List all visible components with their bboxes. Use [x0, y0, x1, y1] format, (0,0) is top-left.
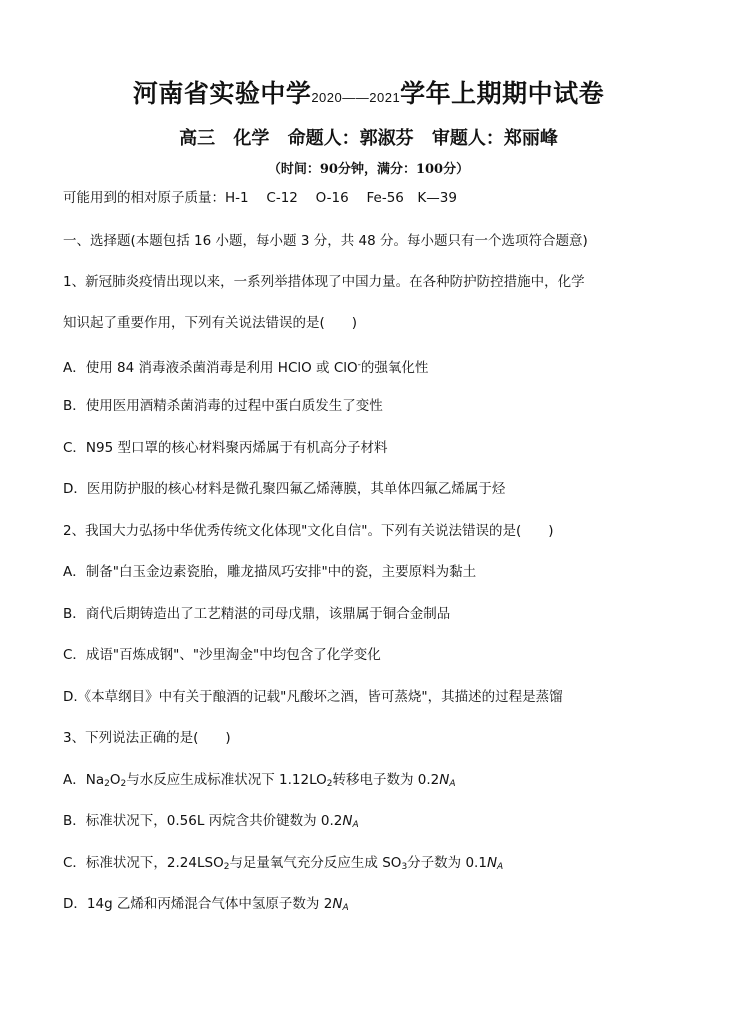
section-heading: 一、选择题(本题包括 16 小题，每小题 3 分，共 48 分。每小题只有一个选项符合题意) [63, 233, 588, 249]
exam-subtitle [0, 124, 737, 150]
q3-option-b: B．标准状况下，0.56L 丙烷含共价键数为 $0.2N_A$ [63, 813, 359, 830]
q2-option-c: C．成语"百炼成钢"、"沙里淘金"中均包含了化学变化 [63, 647, 381, 663]
atomic-masses: 可能用到的相对原子质量：H-1 C-12 O-16 Fe-56 K—39 [63, 190, 457, 206]
q2-stem: 2、我国大力弘扬中华优秀传统文化体现"文化自信"。下列有关说法错误的是( ) [63, 523, 554, 539]
q3-option-a: A．$Na_2O_2$与水反应生成标准状况下 $1.12LO_2$转移电子数为 $0.2N_A$ [63, 772, 456, 789]
title-year: 2020——2021 [311, 90, 401, 105]
q3-option-d: D．14g 乙烯和丙烯混合气体中氢原子数为 $2N_A$ [63, 896, 349, 913]
q2-option-a: A．制备"白玉金边素瓷胎，雕龙描凤巧安排"中的瓷，主要原料为黏土 [63, 564, 477, 580]
q1-stem-line2: 知识起了重要作用，下列有关说法错误的是( ) [63, 315, 358, 331]
q3-stem: 3、下列说法正确的是( ) [63, 730, 231, 746]
title-school: 河南省实验中学 [132, 79, 312, 108]
q1-option-a: A．使用 84 消毒液杀菌消毒是利用 HClO 或 ClO-的强氧化性 [63, 360, 429, 376]
title-term: 学年上期期中试卷 [400, 79, 605, 108]
reviewer-label: 审题人：郑丽峰 [431, 128, 558, 149]
q3-option-c: C．标准状况下，$2.24LSO_2$与足量氧气充分反应生成 $SO_3$分子数为 $0.1N_A$ [63, 855, 504, 872]
time-info: （时间：90分钟，满分：100分） [267, 162, 470, 177]
author-label: 命题人：郭淑芬 [287, 128, 414, 149]
q1-option-b: B．使用医用酒精杀菌消毒的过程中蛋白质发生了变性 [63, 398, 383, 414]
q2-option-d: D.《本草纲目》中有关于酿酒的记载"凡酸坏之酒，皆可蒸烧"，其描述的过程是蒸馏 [63, 689, 563, 705]
q1-stem-line1: 1、新冠肺炎疫情出现以来，一系列举措体现了中国力量。在各种防护防控措施中，化学 [63, 274, 585, 290]
grade-label: 高三 [179, 128, 216, 149]
q1-option-c: C．N95 型口罩的核心材料聚丙烯属于有机高分子材料 [63, 440, 388, 456]
subject-label: 化学 [233, 128, 270, 149]
exam-title [0, 74, 737, 110]
q1-option-d: D．医用防护服的核心材料是微孔聚四氟乙烯薄膜，其单体四氟乙烯属于烃 [63, 481, 506, 497]
q2-option-b: B．商代后期铸造出了工艺精湛的司母戊鼎，该鼎属于铜合金制品 [63, 606, 451, 622]
